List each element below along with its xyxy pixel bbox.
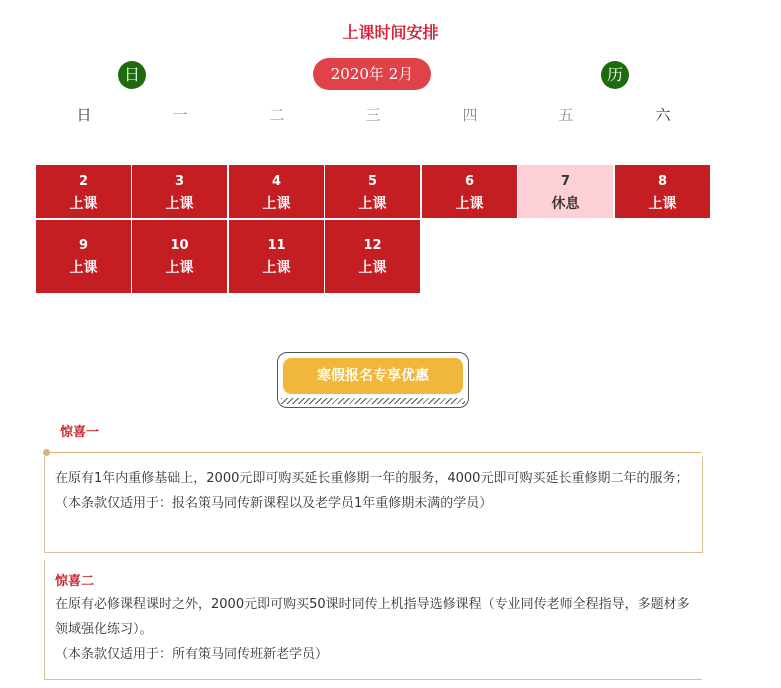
day-status: 上课 (455, 196, 484, 212)
day-number: 7 (560, 174, 571, 189)
day-number: 2 (78, 174, 89, 189)
day-status: 上课 (165, 260, 194, 276)
day-status: 上课 (358, 260, 387, 276)
weekday-sat: 六 (655, 106, 671, 124)
day-status: 上课 (358, 196, 387, 212)
surprise-one-title: 惊喜一 (60, 425, 100, 440)
calendar-day-cell[interactable] (132, 165, 227, 218)
day-number: 4 (271, 174, 282, 189)
day-status: 休息 (551, 196, 580, 212)
day-number: 3 (174, 174, 185, 189)
calendar-day-cell[interactable] (132, 220, 227, 293)
surprise-two-title: 惊喜二 (55, 574, 95, 589)
promo-button[interactable]: 寒假报名专享优惠 (283, 358, 463, 394)
day-status: 上课 (69, 196, 98, 212)
surprise-one-note: （本条款仅适用于：报名策马同传新课程以及老学员1年重修期未满的学员） (55, 496, 493, 511)
surprise-one-body: 在原有1年内重修基础上，2000元即可购买延长重修期一年的服务，4000元即可购买延长重修期二年的服务； (55, 471, 689, 486)
weekday-wed: 三 (365, 106, 381, 124)
calendar-day-cell[interactable] (422, 165, 517, 218)
day-number: 8 (657, 174, 668, 189)
surprise-two-body: 在原有必修课程课时之外，2000元即可购买50课时同传上机指导选修课程（专业同传老师全程指导，多题材多领域强化练习）。 (55, 597, 690, 637)
calendar-day-cell[interactable] (615, 165, 710, 218)
calendar-badge: 历 (601, 61, 629, 89)
day-number: 6 (464, 174, 475, 189)
day-number: 9 (78, 238, 89, 253)
calendar-day-cell[interactable] (325, 165, 420, 218)
promo-hatch-decoration (281, 398, 465, 404)
surprise-two-note: （本条款仅适用于：所有策马同传班新老学员） (55, 647, 329, 662)
weekday-mon: 一 (172, 106, 188, 124)
day-status: 上课 (69, 260, 98, 276)
weekday-thu: 四 (462, 106, 478, 124)
calendar-day-cell[interactable] (229, 220, 324, 293)
surprise-two-content (55, 592, 695, 667)
day-status: 上课 (648, 196, 677, 212)
weekday-fri: 五 (558, 106, 574, 124)
calendar-day-cell[interactable] (229, 165, 324, 218)
day-status: 上课 (262, 196, 291, 212)
weekday-sun: 日 (76, 106, 92, 124)
promo-banner (277, 352, 469, 408)
day-badge: 日 (118, 61, 146, 89)
day-number: 5 (367, 174, 378, 189)
weekday-tue: 二 (269, 106, 285, 124)
day-number: 12 (363, 238, 382, 253)
divider-line (50, 452, 701, 453)
surprise-one-content (55, 466, 695, 516)
weekday-header (36, 104, 712, 124)
day-status: 上课 (262, 260, 291, 276)
day-status: 上课 (165, 196, 194, 212)
calendar-day-cell-rest[interactable] (518, 165, 613, 218)
calendar-day-cell[interactable] (325, 220, 420, 293)
calendar-day-cell[interactable] (36, 165, 131, 218)
page-title: 上课时间安排 (342, 23, 439, 42)
divider-dot (43, 449, 50, 456)
month-selector[interactable]: 2020年 2月 (313, 58, 431, 90)
day-number: 10 (170, 238, 189, 253)
day-number: 11 (267, 238, 286, 253)
calendar-day-cell[interactable] (36, 220, 131, 293)
